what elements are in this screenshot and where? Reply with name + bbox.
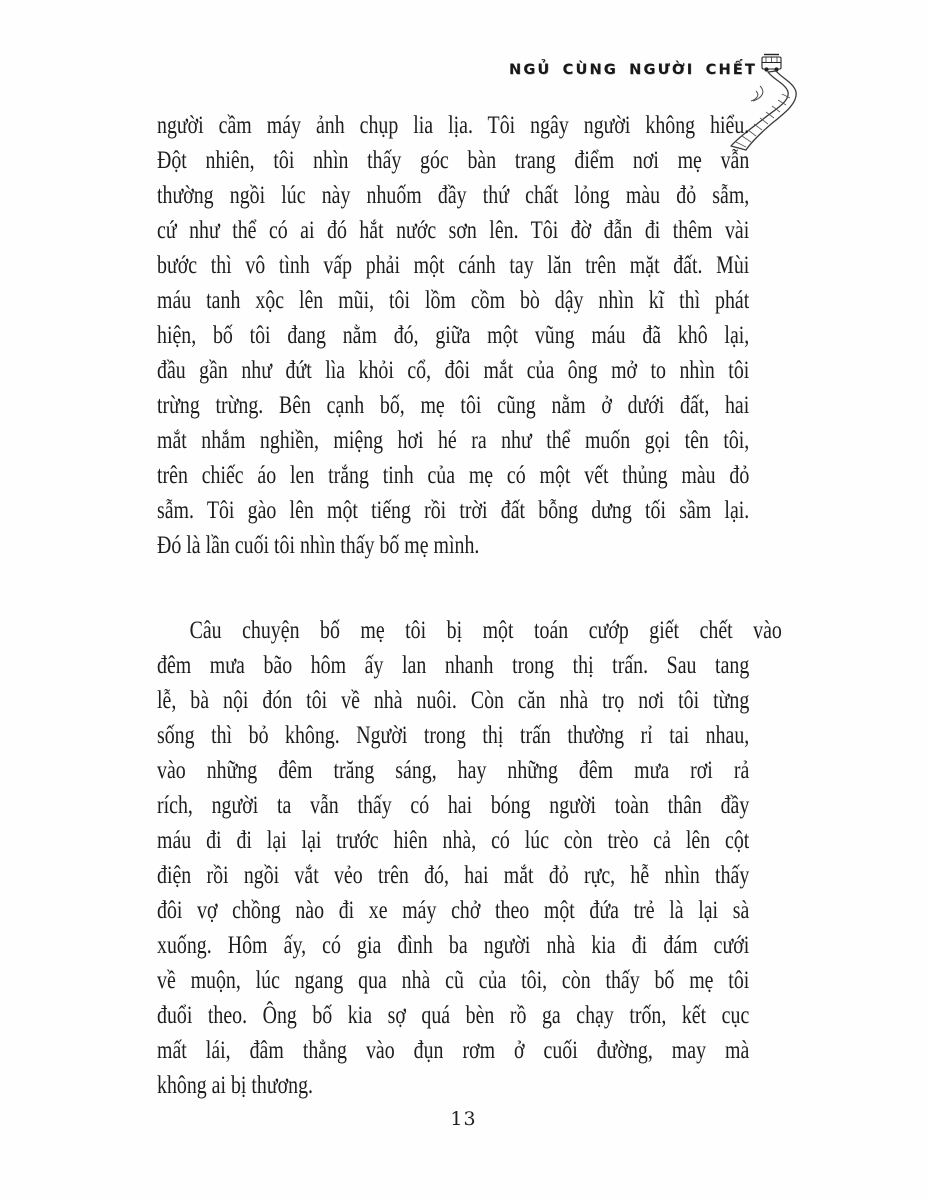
body-text: [157, 108, 902, 1103]
text-line: xuống. Hôm ấy, có gia đình ba người nhà kia đi đám cưới: [157, 932, 750, 959]
text-line: bước thì vô tình vấp phải một cánh tay lăn trên mặt đất. Mùi: [157, 252, 750, 279]
text-line: lễ, bà nội đón tôi về nhà nuôi. Còn căn nhà trọ nơi tôi từng: [157, 687, 750, 714]
text-line: đêm mưa bão hôm ấy lan nhanh trong thị trấn. Sau tang: [157, 652, 750, 679]
text-line: trừng trừng. Bên cạnh bố, mẹ tôi cũng nằm ở dưới đất, hai: [157, 392, 750, 419]
page-number: 13: [450, 1108, 477, 1130]
text-line: Đó là lần cuối tôi nhìn thấy bố mẹ mình.: [157, 532, 480, 559]
text-line: sẫm. Tôi gào lên một tiếng rồi trời đất bỗng dưng tối sầm lại.: [157, 497, 750, 524]
paragraph-2: [157, 613, 902, 1103]
text-line: mất lái, đâm thẳng vào đụn rơm ở cuối đường, may mà: [157, 1037, 750, 1064]
text-line: thường ngồi lúc này nhuốm đầy thứ chất lỏng màu đỏ sẫm,: [157, 182, 750, 209]
text-line: hiện, bố tôi đang nằm đó, giữa một vũng máu đã khô lại,: [157, 322, 750, 349]
text-line: vào những đêm trăng sáng, hay những đêm mưa rơi rả: [157, 757, 750, 784]
text-line: mắt nhắm nghiền, miệng hơi hé ra như thể muốn gọi tên tôi,: [157, 427, 750, 454]
text-line: cứ như thể có ai đó hắt nước sơn lên. Tôi đờ đẫn đi thêm vài: [157, 217, 750, 244]
text-line: không ai bị thương.: [157, 1072, 313, 1099]
text-line: đuổi theo. Ông bố kia sợ quá bèn rồ ga chạy trốn, kết cục: [157, 1002, 750, 1029]
text-line: Câu chuyện bố mẹ tôi bị một toán cướp giết chết vào: [189, 617, 782, 644]
text-line: Đột nhiên, tôi nhìn thấy góc bàn trang điểm nơi mẹ vẫn: [157, 147, 750, 174]
text-line: về muộn, lúc ngang qua nhà cũ của tôi, còn thấy bố mẹ tôi: [157, 967, 750, 994]
text-line: máu đi đi lại lại trước hiên nhà, có lúc còn trèo cả lên cột: [157, 827, 750, 854]
paragraph-1: [157, 108, 902, 563]
text-line: máu tanh xộc lên mũi, tôi lồm cồm bò dậy nhìn kĩ thì phát: [157, 287, 750, 314]
text-line: điện rồi ngồi vắt vẻo trên đó, hai mắt đỏ rực, hễ nhìn thấy: [157, 862, 750, 889]
text-line: người cầm máy ảnh chụp lia lịa. Tôi ngây người không hiểu.: [157, 112, 750, 139]
text-line: rích, người ta vẫn thấy có hai bóng người toàn thân đầy: [157, 792, 750, 819]
text-line: đôi vợ chồng nào đi xe máy chở theo một đứa trẻ là lại sà: [157, 897, 750, 924]
text-line: sống thì bỏ không. Người trong thị trấn thường rỉ tai nhau,: [157, 722, 750, 749]
text-line: trên chiếc áo len trắng tinh của mẹ có một vết thủng màu đỏ: [157, 462, 750, 489]
text-line: đầu gần như đứt lìa khỏi cổ, đôi mắt của ông mở to nhìn tôi: [157, 357, 750, 384]
running-header-title: NGỦ CÙNG NGƯỜI CHẾT: [509, 62, 757, 78]
